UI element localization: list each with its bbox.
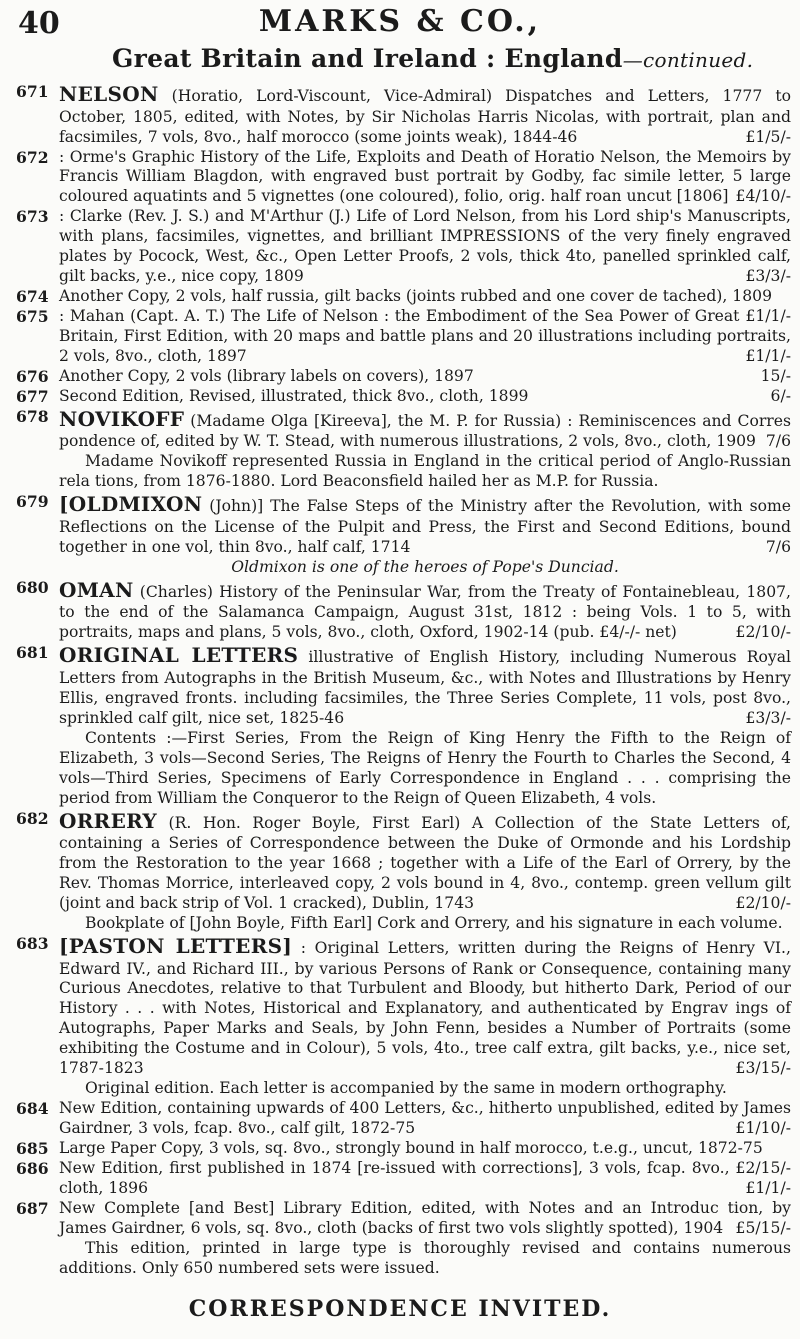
catalogue-entry: [16, 407, 791, 492]
section-title-continued: —continued.: [622, 48, 754, 72]
catalogue-entry: [16, 148, 791, 208]
entry-price: 15/-: [760, 366, 791, 385]
entry-price: £2/15/-: [735, 1159, 791, 1178]
catalogue-entry: [16, 82, 791, 148]
entry-price: £1/1/-: [745, 307, 791, 326]
entry-note: Original edition. Each letter is accompanied by the same in modern orthography.: [85, 1079, 727, 1098]
entry-price: £3/3/-: [745, 267, 791, 286]
entry-price: £3/3/-: [745, 708, 791, 727]
page-number: 40: [18, 6, 60, 41]
entry-description: : Mahan (Capt. A. T.) The Life of Nelson : the Embodiment of the Sea Power of Great Britain, First Edition, with 20 maps and battle plans and 20 illustrations including portraits, 2 vols, 8vo., cloth, 1897: [59, 307, 791, 366]
entry-description: New Edition, containing upwards of 400 Letters, &c., hitherto unpublished, edited by James Gairdner, 3 vols, fcap. 8vo., calf gilt, 1872-75: [59, 1099, 791, 1138]
entry-number: 685: [16, 1139, 49, 1159]
entry-price: £3/15/-: [735, 1059, 791, 1078]
entry-description: (Charles) History of the Peninsular War, from the Treaty of Fontainebleau, 1807, to the end of the Salamanca Campaign, August 31st, 1812 : being Vols. 1 to 5, with portraits, maps and plans, 5 vols, 8vo., cloth, Oxford, 1902-14 (pub. £4/-/- net): [59, 582, 791, 642]
entry-heading: ORRERY: [59, 808, 157, 833]
entry-number: 684: [16, 1099, 49, 1119]
entry-heading: ORIGINAL LETTERS: [59, 643, 299, 668]
entry-heading: [OLDMIXON: [59, 492, 203, 517]
entry-description: Large Paper Copy, 3 vols, sq. 8vo., strongly bound in half morocco, t.e.g., uncut, 1872-75: [59, 1139, 763, 1158]
catalogue-entry: [16, 1199, 791, 1279]
entry-note: Madame Novikoff represented Russia in England in the critical period of Anglo-Russian rela tions, from 1876-1880. Lord Beaconsfield hailed her as M.P. for Russia.: [59, 452, 791, 491]
entry-number: 680: [16, 577, 49, 597]
entry-description: (John)] The False Steps of the Ministry after the Revolution, with some Reflections on the License of the Pulpit and Press, the First and Second Editions, bound together in one vol, thin 8vo., half calf, 1714: [59, 497, 791, 556]
catalogue-entry: [16, 809, 791, 934]
entry-price: £1/1/-: [745, 347, 791, 366]
catalogue-entry: [16, 643, 791, 808]
entry-note: Bookplate of [John Boyle, Fifth Earl] Cork and Orrery, and his signature in each volume.: [85, 913, 783, 932]
entry-description: : Original Letters, written during the Reigns of Henry VI., Edward IV., and Richard III., by various Persons of Rank or Consequence, containing many Curious Anecdotes, relative to that Turbulent and Bloody, but hitherto Dark, Period of our History . . . with Notes, Historical and Explanatory, and authenticated by Engrav ings of Autographs, Paper Marks and Seals, by John Fenn, besides a Number of Portraits (some exhibiting the Costume and in Colour), 5 vols, 4to., tree calf extra, gilt backs, y.e., nice set, 1787-1823: [59, 938, 791, 1078]
catalogue-entry: [16, 307, 791, 367]
entry-description: Second Edition, Revised, illustrated, thick 8vo., cloth, 1899: [59, 386, 529, 405]
catalogue-entry: [16, 1099, 791, 1139]
entry-price: 7/6: [765, 537, 791, 556]
running-head: MARKS & CO.,: [258, 4, 542, 39]
entry-price: 7/6: [765, 432, 791, 451]
catalogue-entry: [16, 367, 791, 387]
entry-heading: [PASTON LETTERS]: [59, 933, 293, 958]
entry-heading: NELSON: [59, 82, 159, 106]
entry-note: Oldmixon is one of the heroes of Pope's Dunciad.: [231, 557, 619, 576]
entry-number: 687: [16, 1198, 49, 1218]
entry-description: (Horatio, Lord-Viscount, Vice-Admiral) Dispatches and Letters, 1777 to October, 1805, edited, with Notes, by Sir Nicholas Harris Nicolas, with portrait, plan and facsimiles, 7 vols, 8vo., half morocco (some joints weak), 1844-46: [59, 87, 791, 146]
footer-note: CORRESPONDENCE INVITED.: [188, 1296, 612, 1322]
entry-heading: NOVIKOFF: [59, 406, 185, 431]
entry-price: £2/10/-: [735, 894, 791, 913]
catalogue-entry: [16, 934, 791, 1099]
entry-price: £5/15/-: [735, 1218, 791, 1237]
section-title-text: Great Britain and Ireland : England: [112, 44, 623, 73]
entry-number: 682: [16, 808, 49, 828]
catalogue-entry: [16, 1159, 791, 1199]
catalogue-entry: [16, 207, 791, 287]
entry-number: 671: [16, 82, 49, 101]
entry-number: 676: [16, 366, 49, 386]
entry-price: £2/10/-: [735, 623, 791, 642]
entry-number: 677: [16, 386, 49, 406]
entry-number: 686: [16, 1159, 49, 1179]
entry-heading: OMAN: [59, 577, 134, 602]
entry-list: [16, 82, 791, 1279]
entry-price: £4/10/-: [735, 187, 791, 206]
entry-description: (R. Hon. Roger Boyle, First Earl) A Collection of the State Letters of, containing a Series of Correspondence between the Duke of Ormonde and his Lordship from the Restoration to the year 1668 ; together with a Life of the Earl of Orrery, by the Rev. Thomas Morrice, interleaved copy, 2 vols bound in 4, 8vo., contemp. green vellum gilt (joint and back strip of Vol. 1 cracked), Dublin, 1743: [59, 813, 791, 913]
entry-number: 681: [16, 643, 49, 663]
catalogue-entry: [16, 492, 791, 577]
entry-price: £1/1/-: [745, 1179, 791, 1197]
entry-description: : Orme's Graphic History of the Life, Exploits and Death of Horatio Nelson, the Memoirs by Francis William Blagdon, with engraved bust portrait by Godby, fac simile letter, 5 large coloured aquatints and 5 vignettes (one coloured), folio, orig. half roan uncut [1806]: [59, 147, 791, 206]
entry-number: 679: [16, 492, 49, 512]
entry-description: : Clarke (Rev. J. S.) and M'Arthur (J.) Life of Lord Nelson, from his Lord ship's Manuscripts, with plans, facsimiles, vignettes, and brilliant IMPRESSIONS of the very finely engraved plates by Pocock, West, &c., Open Letter Proofs, 2 vols, thick 4to, panelled sprinkled calf, gilt backs, y.e., nice copy, 1809: [59, 207, 791, 286]
entry-number: 673: [16, 207, 49, 227]
entry-description: illustrative of English History, including Numerous Royal Letters from Autographs in the British Museum, &c., with Notes and Illustrations by Henry Ellis, engraved fronts. including facsimiles, the Three Series Complete, 11 vols, post 8vo., sprinkled calf gilt, nice set, 1825-46: [59, 648, 791, 727]
entry-number: 675: [16, 307, 49, 327]
entry-description: New Edition, first published in 1874 [re-issued with corrections], 3 vols, fcap. 8vo., cloth, 1896: [59, 1159, 730, 1197]
entry-price: 6/-: [770, 386, 791, 405]
entry-note: This edition, printed in large type is thoroughly revised and contains numerous additions. Only 650 numbered sets were issued.: [59, 1238, 791, 1277]
entry-number: 672: [16, 147, 49, 167]
entry-number: 678: [16, 406, 49, 426]
entry-price: £1/5/-: [745, 127, 791, 146]
entry-number: 674: [16, 287, 49, 307]
entry-price: £1/10/-: [735, 1119, 791, 1138]
entry-note: Contents :—First Series, From the Reign of King Henry the Fifth to the Reign of Elizabeth, 3 vols—Second Series, The Reigns of Henry the Fourth to Charles the Second, 4 vols—Third Series, Specimens of Early Correspondence in England . . . comprising the period from William the Conqueror to the Reign of Queen Elizabeth, 4 vols.: [59, 728, 791, 807]
catalogue-entry: [16, 387, 791, 407]
catalogue-entry: [16, 578, 791, 644]
section-title: [112, 44, 753, 73]
entry-description: (Madame Olga [Kireeva], the M. P. for Russia) : Reminiscences and Corres pondence of, edited by W. T. Stead, with numerous illustrations, 2 vols, 8vo., cloth, 1909: [59, 411, 791, 451]
entry-number: 683: [16, 933, 49, 953]
entry-description: Another Copy, 2 vols, half russia, gilt backs (joints rubbed and one cover de tached), 1809: [59, 287, 772, 306]
entry-description: New Complete [and Best] Library Edition, edited, with Notes and an Introduc tion, by James Gairdner, 6 vols, sq. 8vo., cloth (backs of first two vols slightly spotted), 1904: [59, 1198, 791, 1237]
entry-description: Another Copy, 2 vols (library labels on covers), 1897: [59, 366, 474, 385]
